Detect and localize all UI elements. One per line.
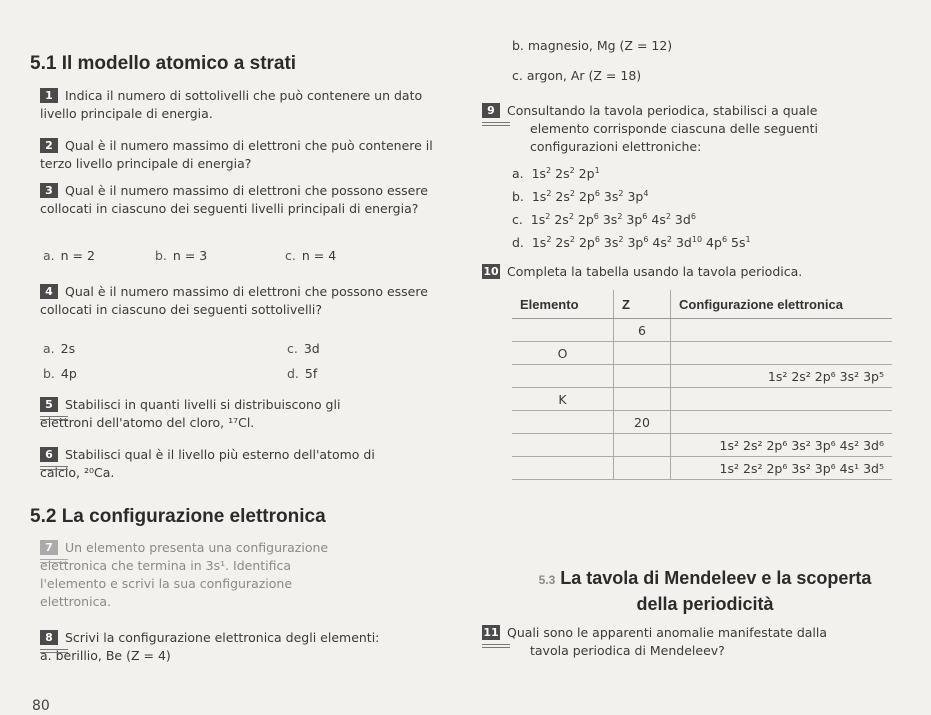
question-text: Completa la tabella usando la tavola periodica. bbox=[507, 264, 803, 279]
table-cell: 1s² 2s² 2p⁶ 3s² 3p⁵ bbox=[671, 365, 893, 388]
table-row bbox=[512, 434, 892, 457]
q8-option-a: a. berillio, Be (Z = 4) bbox=[40, 648, 171, 663]
question-11 bbox=[482, 624, 922, 660]
question-number-badge: 7 bbox=[40, 540, 58, 555]
table-cell: 1s² 2s² 2p⁶ 3s² 3p⁶ 4s² 3d⁶ bbox=[671, 434, 893, 457]
question-4 bbox=[40, 283, 450, 319]
question-text-line: configurazioni elettroniche: bbox=[530, 139, 702, 154]
question-1 bbox=[40, 87, 440, 123]
question-text: Qual è il numero massimo di elettroni che possono essere collocati in ciascuno dei seguenti livelli principali di energia? bbox=[40, 183, 428, 216]
table-cell bbox=[614, 457, 671, 480]
table-row bbox=[512, 342, 892, 365]
question-number-badge: 1 bbox=[40, 88, 58, 103]
table-cell bbox=[614, 388, 671, 411]
question-text-line: tavola periodica di Mendeleev? bbox=[530, 643, 725, 658]
question-text: Qual è il numero massimo di elettroni che può contenere il terzo livello principale di energia? bbox=[40, 138, 433, 171]
q3-option-c: c. n = 4 bbox=[285, 248, 337, 263]
question-text-line: elettroni dell'atomo del cloro, ¹⁷Cl. bbox=[40, 415, 255, 430]
table-row bbox=[512, 388, 892, 411]
table-cell bbox=[671, 411, 893, 434]
table-cell bbox=[512, 365, 614, 388]
question-5 bbox=[40, 396, 450, 432]
q4-option-c: c. 3d bbox=[287, 341, 320, 356]
q4-option-a: a. 2s bbox=[43, 341, 76, 356]
section-5-3-heading bbox=[500, 566, 910, 616]
question-2 bbox=[40, 137, 440, 173]
question-3 bbox=[40, 182, 445, 218]
question-text: Scrivi la configurazione elettronica degli elementi: bbox=[65, 630, 380, 645]
question-number-badge: 2 bbox=[40, 138, 58, 153]
question-number-badge: 5 bbox=[40, 397, 58, 412]
question-text: Qual è il numero massimo di elettroni che possono essere collocati in ciascuno dei seguenti sottolivelli? bbox=[40, 284, 428, 317]
badge-underline bbox=[40, 649, 68, 653]
table-row bbox=[512, 457, 892, 480]
badge-underline bbox=[40, 416, 68, 420]
q4-option-b: b. 4p bbox=[43, 366, 77, 381]
badge-underline bbox=[482, 122, 510, 126]
question-text-line: Quali sono le apparenti anomalie manifestate dalla bbox=[507, 625, 828, 640]
table-cell bbox=[614, 365, 671, 388]
table-row bbox=[512, 319, 892, 342]
section-title-line: La tavola di Mendeleev e la scoperta bbox=[560, 568, 872, 588]
q9-config-d: d. $1s^2$ $2s^2$ $2p^6$ $3s^2$ $3p^6$ $4s^2$ $3d^{10}$ $4p^6$ $5s^1$ bbox=[512, 235, 751, 251]
question-text-line: elemento corrisponde ciascuna delle seguenti bbox=[530, 121, 818, 136]
table-cell: K bbox=[512, 388, 614, 411]
table-cell bbox=[614, 434, 671, 457]
question-text-line: Stabilisci qual è il livello più esterno dell'atomo di bbox=[65, 447, 375, 462]
question-text-line: l'elemento e scrivi la sua configurazione bbox=[40, 576, 293, 591]
page-number: 80 bbox=[32, 698, 50, 714]
q3-option-a: a. n = 2 bbox=[43, 248, 95, 263]
question-text: Indica il numero di sottolivelli che può contenere un dato livello principale di energia. bbox=[40, 88, 423, 121]
badge-underline bbox=[40, 466, 68, 470]
section-5-1-heading bbox=[30, 53, 296, 75]
q9-config-a: a. $1s^2$ $2s^2$ $2p^1$ bbox=[512, 166, 600, 182]
table-cell: O bbox=[512, 342, 614, 365]
question-number-badge: 6 bbox=[40, 447, 58, 462]
question-number-badge: 11 bbox=[483, 626, 499, 639]
column-header: Elemento bbox=[512, 290, 614, 319]
question-text-line: elettronica. bbox=[40, 594, 112, 609]
table-cell bbox=[671, 342, 893, 365]
table-cell bbox=[671, 388, 893, 411]
q4-option-d: d. 5f bbox=[287, 366, 318, 381]
q3-option-b: b. n = 3 bbox=[155, 248, 208, 263]
question-number-badge: 8 bbox=[40, 630, 58, 645]
question-text-line: Stabilisci in quanti livelli si distribuiscono gli bbox=[65, 397, 341, 412]
table-cell bbox=[671, 319, 893, 342]
question-8 bbox=[40, 629, 450, 665]
question-6 bbox=[40, 446, 450, 482]
question-7 bbox=[40, 539, 450, 611]
question-number-badge: 9 bbox=[482, 103, 500, 118]
table-cell bbox=[614, 342, 671, 365]
badge-underline bbox=[482, 644, 510, 648]
column-header: Z bbox=[614, 290, 671, 319]
section-number: 5.1 bbox=[30, 53, 57, 74]
table-cell: 6 bbox=[614, 319, 671, 342]
section-5-2-heading bbox=[30, 506, 326, 528]
table-cell bbox=[512, 434, 614, 457]
table-cell bbox=[512, 319, 614, 342]
question-number-badge: 10 bbox=[483, 265, 499, 278]
q9-config-c: c. $1s^2$ $2s^2$ $2p^6$ $3s^2$ $3p^6$ $4s^2$ $3d^6$ bbox=[512, 212, 696, 228]
question-number-badge: 3 bbox=[40, 183, 58, 198]
table-cell bbox=[512, 457, 614, 480]
table-row bbox=[512, 411, 892, 434]
q8-option-b: b. magnesio, Mg (Z = 12) bbox=[512, 38, 673, 53]
section-title-line: della periodicità bbox=[636, 594, 774, 614]
table-row bbox=[512, 365, 892, 388]
question-10 bbox=[482, 263, 922, 281]
q9-config-b: b. $1s^2$ $2s^2$ $2p^6$ $3s^2$ $3p^4$ bbox=[512, 189, 649, 205]
table-cell: 20 bbox=[614, 411, 671, 434]
question-number-badge: 4 bbox=[40, 284, 58, 299]
section-title: La configurazione elettronica bbox=[61, 506, 326, 527]
badge-underline bbox=[40, 559, 68, 563]
q8-option-c: c. argon, Ar (Z = 18) bbox=[512, 68, 642, 83]
column-header: Configurazione elettronica bbox=[671, 290, 893, 319]
table-cell bbox=[512, 411, 614, 434]
table-cell: 1s² 2s² 2p⁶ 3s² 3p⁶ 4s¹ 3d⁵ bbox=[671, 457, 893, 480]
question-text-line: Un elemento presenta una configurazione bbox=[65, 540, 329, 555]
section-title: Il modello atomico a strati bbox=[61, 53, 297, 74]
table-header-row bbox=[512, 290, 892, 319]
section-number: 5.2 bbox=[30, 506, 57, 527]
question-text-line: Consultando la tavola periodica, stabilisci a quale bbox=[507, 103, 818, 118]
question-text-line: calcio, ²⁰Ca. bbox=[40, 465, 115, 480]
configuration-table bbox=[512, 290, 892, 480]
question-9 bbox=[482, 102, 922, 156]
section-number: 5.3 bbox=[538, 573, 556, 587]
question-text-line: elettronica che termina in 3s¹. Identifica bbox=[40, 558, 292, 573]
